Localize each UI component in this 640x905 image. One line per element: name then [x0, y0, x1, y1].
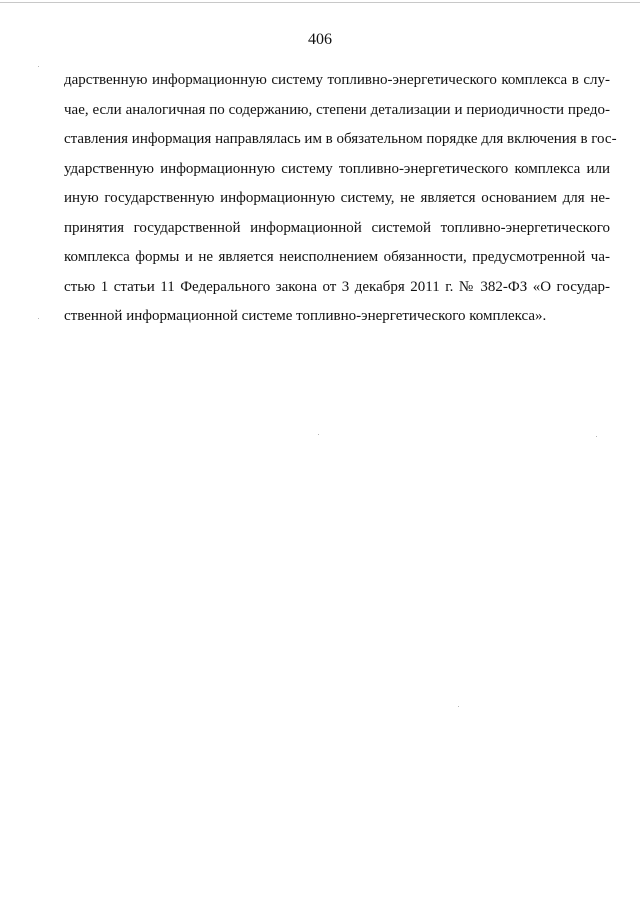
page-number: 406	[308, 31, 332, 48]
text-line: ственной информационной системе топливно-энергетического комплекса».	[64, 308, 547, 324]
scan-speck	[318, 434, 319, 435]
scan-speck	[458, 706, 459, 707]
text-line: принятия государственной информационной системой топливно-энергетического	[64, 219, 610, 236]
text-line: стью 1 статьи 11 Федерального закона от 3 декабря 2011 г. № 382-ФЗ «О государ-	[64, 278, 610, 295]
text-line: чае, если аналогичная по содержанию, степени детализации и периодичности предо-	[64, 101, 610, 118]
text-line: комплекса формы и не является неисполнением обязанности, предусмотренной ча-	[64, 249, 610, 265]
text-line: ставления информация направлялась им в обязательном порядке для включения в гос-	[64, 131, 617, 147]
scan-speck	[38, 318, 39, 319]
text-line: ударственную информационную систему топливно-энергетического комплекса или	[64, 160, 610, 177]
scan-speck	[596, 436, 597, 437]
body-paragraph	[64, 66, 617, 332]
scan-top-edge	[0, 2, 640, 3]
text-line: иную государственную информационную систему, не является основанием для не-	[64, 190, 610, 206]
text-line: дарственную информационную систему топливно-энергетического комплекса в слу-	[64, 72, 610, 88]
scan-speck	[38, 66, 39, 67]
